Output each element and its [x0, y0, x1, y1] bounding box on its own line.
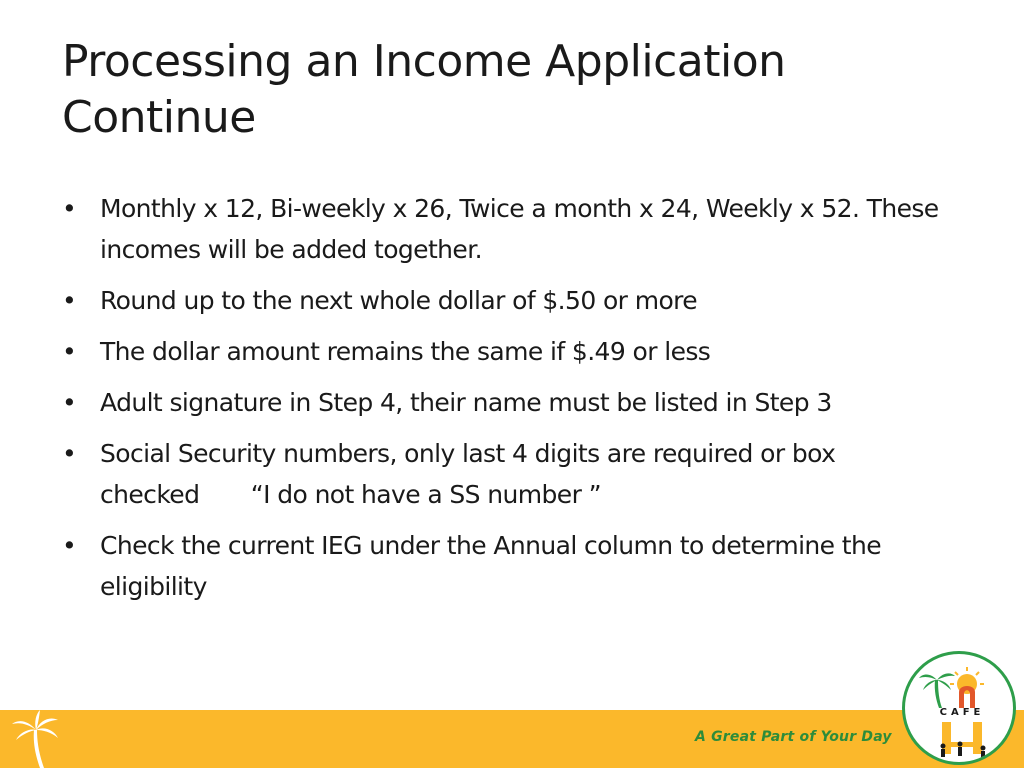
bullet-marker: • — [62, 337, 77, 366]
bullet-list — [62, 188, 962, 617]
footer-bar — [0, 710, 1024, 768]
palm-logo-icon — [919, 673, 955, 708]
bullet-marker: • — [62, 194, 77, 223]
bullet-text: Round up to the next whole dollar of $.50 or more — [100, 286, 698, 315]
bullet-text: Adult signature in Step 4, their name must be listed in Step 3 — [100, 388, 832, 417]
bullet-text: The dollar amount remains the same if $.49 or less — [100, 337, 711, 366]
palm-tree-icon — [10, 710, 62, 768]
bullet-item — [62, 280, 962, 321]
bullet-item — [62, 433, 962, 515]
logo-wordmark: CAFE — [939, 707, 985, 718]
slide-title-line-1: Processing an Income Application — [62, 36, 786, 87]
bullet-text: Monthly x 12, Bi-weekly x 26, Twice a month x 24, Weekly x 52. These incomes will be added together. — [100, 194, 939, 264]
arch-shape — [959, 686, 975, 708]
slide-title — [62, 34, 942, 146]
cafe-logo — [902, 651, 1016, 765]
bullet-item — [62, 331, 962, 372]
bullet-marker: • — [62, 439, 77, 468]
bullet-item — [62, 525, 962, 607]
bullet-text: Social Security numbers, only last 4 digits are required or box checked “I do not have a SS number ” — [100, 439, 836, 509]
bullet-item — [62, 188, 962, 270]
bullet-text: Check the current IEG under the Annual column to determine the eligibility — [100, 531, 882, 601]
bullet-marker: • — [62, 388, 77, 417]
slide-title-line-2: Continue — [62, 92, 256, 143]
footer-tagline: A Great Part of Your Day — [695, 729, 892, 745]
bullet-marker: • — [62, 531, 77, 560]
bullet-item — [62, 382, 962, 423]
bullet-marker: • — [62, 286, 77, 315]
